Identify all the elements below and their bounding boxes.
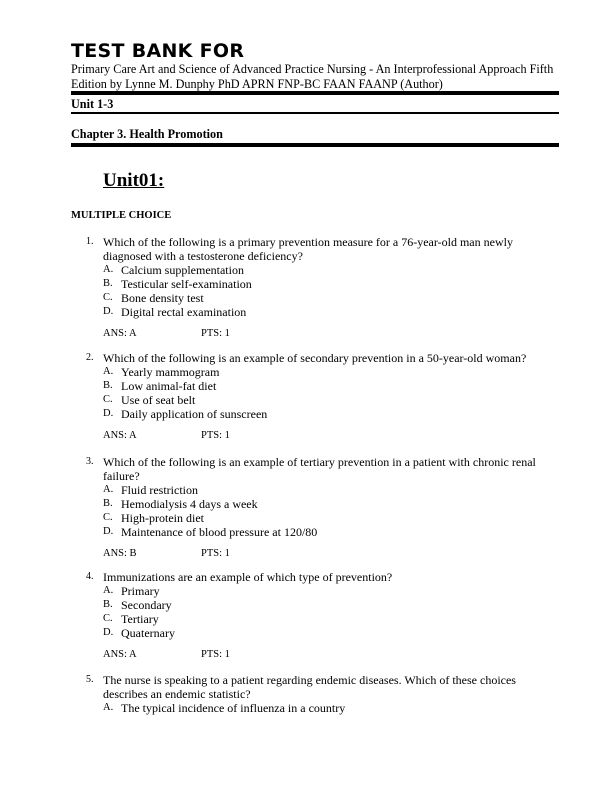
option-c (71, 612, 561, 626)
option-text: The typical incidence of influenza in a country (121, 701, 346, 715)
option-a (71, 365, 561, 379)
section-label: MULTIPLE CHOICE (71, 210, 172, 221)
option-letter: D. (103, 306, 114, 317)
option-text: Digital rectal examination (121, 305, 247, 319)
points: PTS: 1 (201, 649, 230, 660)
question-3 (71, 455, 561, 561)
question-1 (71, 235, 561, 341)
option-b (71, 277, 561, 291)
option-text: Testicular self-examination (121, 277, 252, 291)
option-text: Fluid restriction (121, 483, 198, 497)
answer-key: ANS: A (103, 649, 137, 660)
option-letter: C. (103, 292, 113, 303)
header-rule-thick (71, 91, 559, 95)
option-letter: A. (103, 702, 114, 713)
question-text: The nurse is speaking to a patient regarding endemic diseases. Which of these choices describes an endemic statistic? (103, 673, 516, 701)
answer-key: ANS: B (103, 548, 137, 559)
answer-row (71, 327, 561, 341)
option-letter: C. (103, 613, 113, 624)
option-d (71, 626, 561, 640)
option-d (71, 525, 561, 539)
option-letter: B. (103, 599, 113, 610)
option-a (71, 701, 561, 715)
option-letter: A. (103, 366, 114, 377)
question-text: Which of the following is an example of secondary prevention in a 50-year-old woman? (103, 351, 527, 365)
question-number: 4. (86, 571, 94, 582)
chapter-title: Chapter 3. Health Promotion (71, 127, 223, 141)
option-a (71, 584, 561, 598)
option-d (71, 305, 561, 319)
option-text: Use of seat belt (121, 393, 196, 407)
points: PTS: 1 (201, 328, 230, 339)
question-text: Which of the following is a primary prevention measure for a 76-year-old man newly diagnosed with a testosterone deficiency? (103, 235, 513, 263)
option-text: Primary (121, 584, 160, 598)
option-text: Maintenance of blood pressure at 120/80 (121, 525, 318, 539)
answer-row (71, 547, 561, 561)
unit-range: Unit 1-3 (71, 97, 114, 111)
question-number: 5. (86, 674, 94, 685)
book-title: Primary Care Art and Science of Advanced Practice Nursing - An Interprofessional Approach Fifth Edition by Lynne M. Dunphy PhD APRN FNP-BC FAAN FAANP (Author) (71, 62, 554, 91)
option-c (71, 393, 561, 407)
option-text: Calcium supplementation (121, 263, 244, 277)
question-5 (71, 673, 561, 715)
option-text: Bone density test (121, 291, 204, 305)
option-text: Secondary (121, 598, 172, 612)
unit-rule (71, 112, 559, 114)
option-text: Yearly mammogram (121, 365, 220, 379)
option-text: Tertiary (121, 612, 159, 626)
option-text: Low animal-fat diet (121, 379, 217, 393)
option-c (71, 511, 561, 525)
question-4 (71, 570, 561, 662)
question-text: Immunizations are an example of which type of prevention? (103, 570, 393, 584)
question-number: 2. (86, 352, 94, 363)
question-number: 1. (86, 236, 94, 247)
option-text: Hemodialysis 4 days a week (121, 497, 258, 511)
option-b (71, 598, 561, 612)
option-letter: A. (103, 264, 114, 275)
answer-key: ANS: A (103, 328, 137, 339)
option-text: Quaternary (121, 626, 175, 640)
option-letter: A. (103, 585, 114, 596)
option-d (71, 407, 561, 421)
option-text: High-protein diet (121, 511, 204, 525)
option-letter: D. (103, 408, 114, 419)
points: PTS: 1 (201, 548, 230, 559)
option-text: Daily application of sunscreen (121, 407, 268, 421)
option-letter: C. (103, 394, 113, 405)
option-a (71, 263, 561, 277)
points: PTS: 1 (201, 430, 230, 441)
unit-heading: Unit01: (103, 170, 165, 191)
option-c (71, 291, 561, 305)
question-number: 3. (86, 456, 94, 467)
answer-key: ANS: A (103, 430, 137, 441)
option-letter: C. (103, 512, 113, 523)
question-2 (71, 351, 561, 443)
option-b (71, 379, 561, 393)
option-letter: B. (103, 380, 113, 391)
option-letter: A. (103, 484, 114, 495)
option-a (71, 483, 561, 497)
option-letter: B. (103, 498, 113, 509)
option-letter: D. (103, 627, 114, 638)
banner-title: TEST BANK FOR (71, 40, 245, 62)
option-letter: D. (103, 526, 114, 537)
answer-row (71, 429, 561, 443)
answer-row (71, 648, 561, 662)
option-letter: B. (103, 278, 113, 289)
question-text: Which of the following is an example of tertiary prevention in a patient with chronic renal failure? (103, 455, 536, 483)
option-b (71, 497, 561, 511)
chapter-rule-thick (71, 143, 559, 147)
